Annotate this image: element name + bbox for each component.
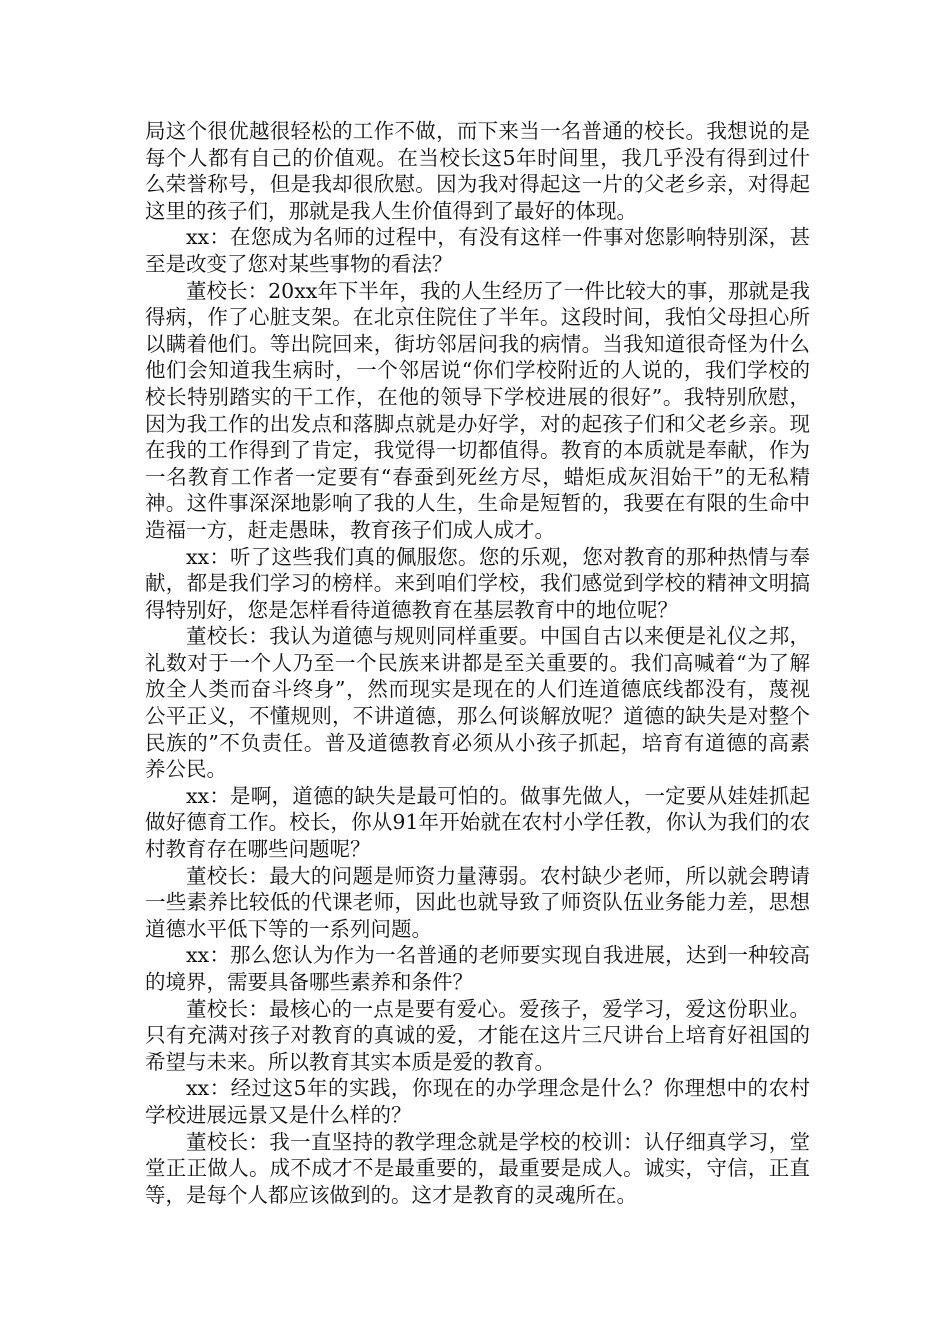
paragraph-question: xx：是啊，道德的缺失是最可怕的。做事先做人，一定要从娃娃抓起做好德育工作。校长，你从91年开始就在农村小学任教，你认为我们的农村教育存在哪些问题呢？	[145, 783, 810, 862]
paragraph-answer: 董校长：我一直坚持的教学理念就是学校的校训：认仔细真学习，堂堂正正做人。成不成才不是最重要的，最重要是成人。诚实，守信，正直等，是每个人都应该做到的。这才是教育的灵魂所在。	[145, 1129, 810, 1207]
paragraph-answer: 董校长：最核心的一点是要有爱心。爱孩子，爱学习，爱这份职业。只有充满对孩子对教育的真诚的爱，才能在这片三尺讲台上培育好祖国的希望与未来。所以教育其实本质是爱的教育。	[145, 996, 810, 1074]
paragraph-question: xx：听了这些我们真的佩服您。您的乐观，您对教育的那种热情与奉献，都是我们学习的榜样。来到咱们学校，我们感觉到学校的精神文明搞得特别好，您是怎样看待道德教育在基层教育中的地位呢？	[145, 544, 810, 622]
paragraph-question: xx：那么您认为作为一名普通的老师要实现自我进展，达到一种较高的境界，需要具备哪些素养和条件？	[145, 943, 810, 994]
paragraph-answer: 董校长：最大的问题是师资力量薄弱。农村缺少老师，所以就会聘请一些素养比较低的代课老师，因此也就导致了师资队伍业务能力差，思想道德水平低下等的一系列问题。	[145, 863, 810, 941]
paragraph-answer: 董校长：我认为道德与规则同样重要。中国自古以来便是礼仪之邦，礼数对于一个人乃至一个民族来讲都是至关重要的。我们高喊着“为了解放全人类而奋斗终身”，然而现实是现在的人们连道德底线都没有，蔑视公平正义，不懂规则，不讲道德，那么何谈解放呢？道德的缺失是对整个民族的”不负责任。普及道德教育必须从小孩子抓起，培育有道德的高素养公民。	[145, 624, 810, 782]
document-page	[145, 118, 810, 1208]
paragraph-answer: 董校长：20xx年下半年，我的人生经历了一件比较大的事，那就是我得病，作了心脏支架。在北京住院住了半年。这段时间，我怕父母担心所以瞒着他们。等出院回来，街坊邻居问我的病情。当我知道很奇怪为什么他们会知道我生病时，一个邻居说“你们学校附近的人说的，我们学校的校长特别踏实的干工作，在他的领导下学校进展的很好”。我特别欣慰，因为我工作的出发点和落脚点就是办好学，对的起孩子们和父老乡亲。现在我的工作得到了肯定，我觉得一切都值得。教育的本质就是奉献，作为一名教育工作者一定要有“春蚕到死丝方尽，蜡炬成灰泪始干”的无私精神。这件事深深地影响了我的人生，生命是短暂的，我要在有限的生命中造福一方，赶走愚昧，教育孩子们成人成才。	[145, 278, 810, 542]
paragraph-continuation: 局这个很优越很轻松的工作不做，而下来当一名普通的校长。我想说的是每个人都有自己的价值观。在当校长这5年时间里，我几乎没有得到过什么荣誉称号，但是我却很欣慰。因为我对得起这一片的父老乡亲，对得起这里的孩子们，那就是我人生价值得到了最好的体现。	[145, 119, 810, 223]
paragraph-question: xx：经过这5年的实践，你现在的办学理念是什么？你理想中的农村学校进展远景又是什么样的？	[145, 1076, 810, 1127]
paragraph-question: xx：在您成为名师的过程中，有没有这样一件事对您影响特别深，甚至是改变了您对某些事物的看法？	[145, 225, 810, 276]
